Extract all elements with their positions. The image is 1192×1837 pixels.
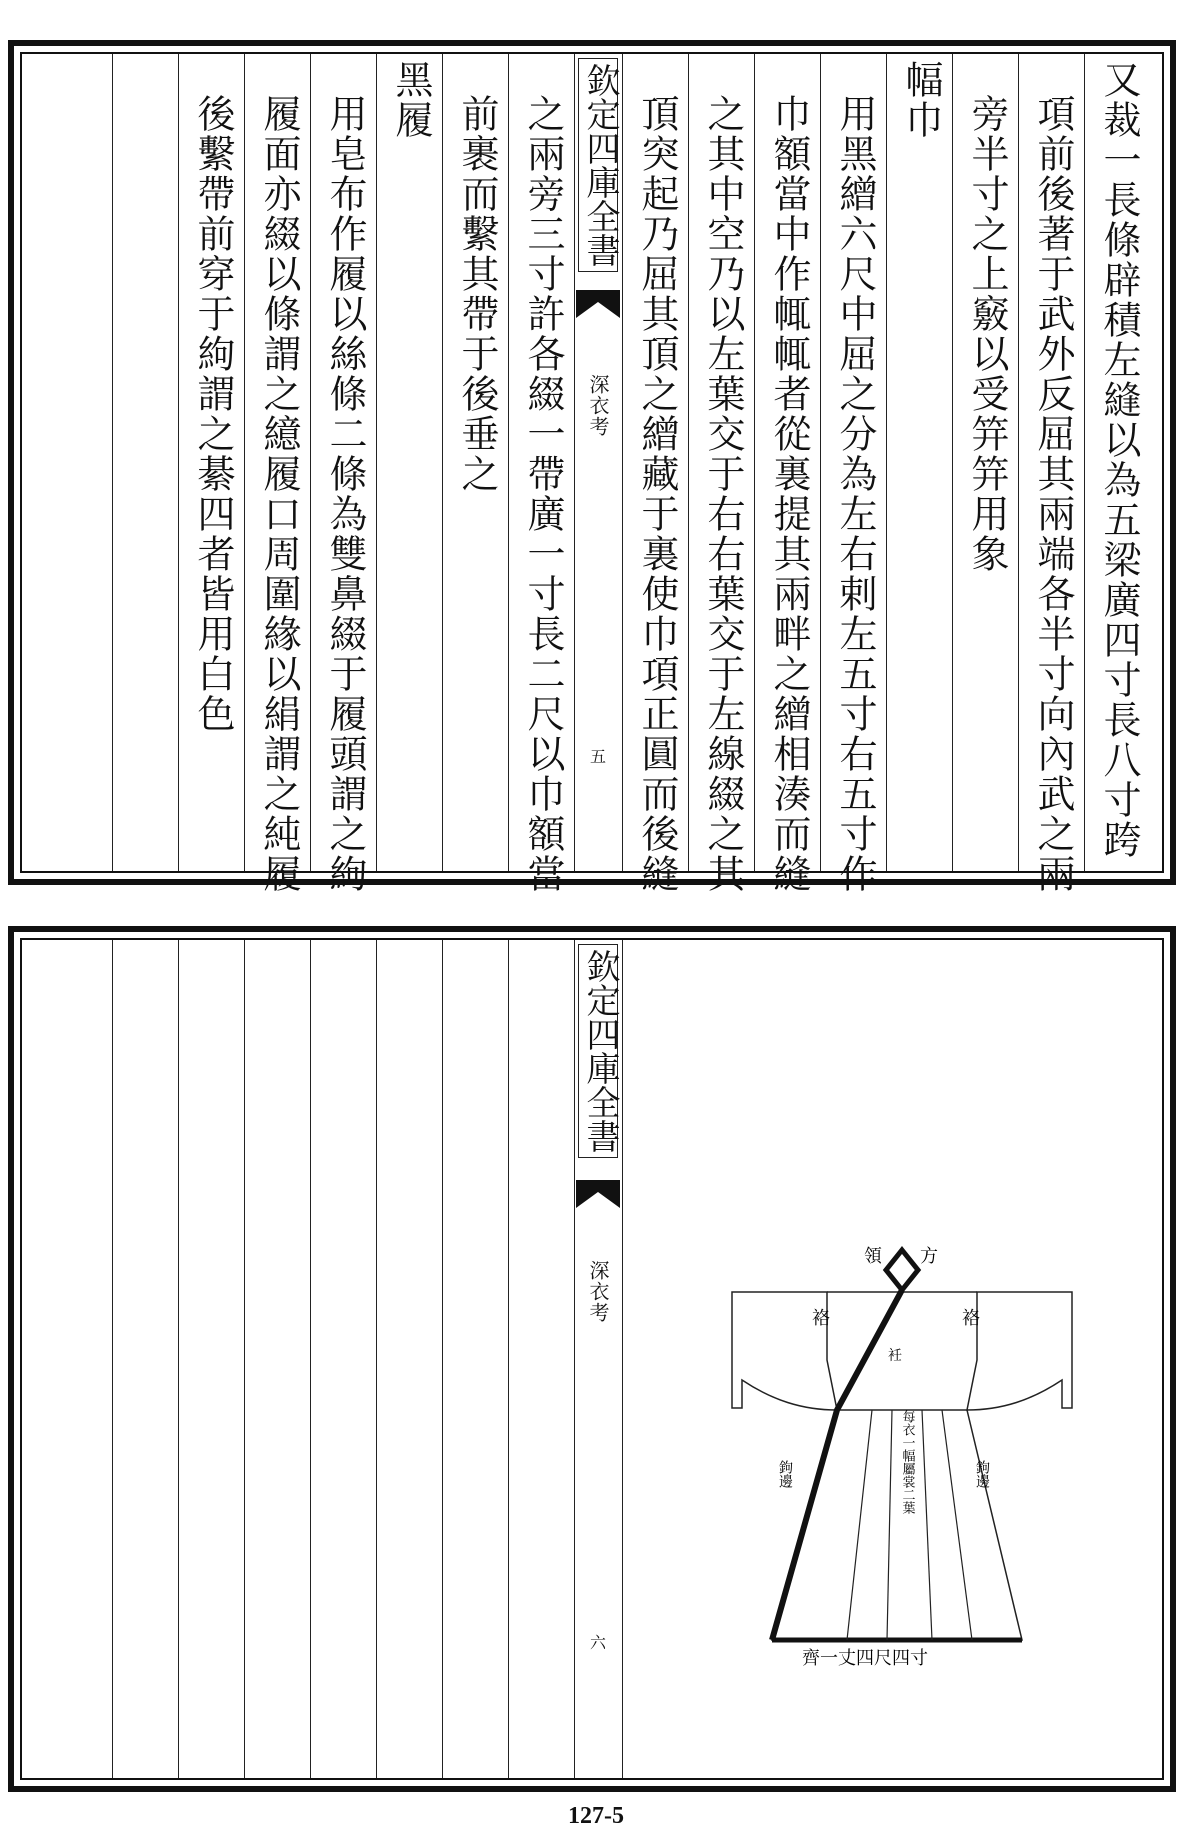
text-column: 後繫帶前穿于絇謂之綦四者皆用白色 [191,94,235,734]
robe-diagram [622,940,1172,1790]
right-sleeve [967,1292,1072,1410]
book-subtitle: 深衣考 [586,1260,610,1323]
label-ling: 領 [864,1246,882,1267]
text-column: 旁半寸之上竅以受笄笄用象 [965,94,1009,574]
book-subtitle: 深衣考 [586,374,610,437]
text-column: 巾額當中作㡇㡇者從裏提其兩畔之繒相湊而縫 [767,94,811,894]
fishtail-mark [574,290,622,320]
center-margin [574,54,622,871]
bottom-page [8,926,1176,1792]
book-title: 欽定四庫全書 [578,58,618,272]
text-column: 之其中空乃以左葉交于右右葉交于左線綴之其 [701,94,745,894]
label-gou-bian-left: 鉤邊 [777,1460,793,1488]
label-center: 每衣一幅屬裳二葉 [899,1410,915,1514]
fishtail-mark [574,1180,622,1210]
page-number: 五 [589,747,606,766]
text-column: 用皂布作履以絲條二條為雙鼻綴于履頭謂之絇 [323,94,367,894]
label-gou-bian-right: 鉤邊 [974,1460,990,1488]
text-column: 幅巾 [899,60,943,140]
label-ge-right: 袼 [962,1308,980,1329]
text-column: 用黑繒六尺中屈之分為左右剌左五寸右五寸作 [833,94,877,894]
text-column: 項前後著于武外反屈其兩端各半寸向內武之兩 [1031,94,1075,894]
text-column: 之兩旁三寸許各綴一帶廣一寸長二尺以巾額當 [521,94,565,894]
footer-page-number: 127-5 [568,1803,624,1829]
book-title: 欽定四庫全書 [578,944,618,1158]
bottom-page-frame [20,938,1164,1780]
label-ge-left: 袼 [812,1308,830,1329]
label-ren: 衽 [888,1348,902,1364]
center-margin [574,940,622,1778]
text-column: 又裁一長條辟積左縫以為五梁廣四寸長八寸跨 [1097,60,1141,860]
label-fang: 方 [920,1246,938,1267]
text-column: 黑履 [389,60,433,140]
top-page [8,40,1176,894]
collar [886,1250,918,1290]
text-column: 前裹而繫其帶于後垂之 [455,94,499,494]
text-column: 頂突起乃屈其頂之繒藏于裏使巾項正圓而後縫 [635,94,679,894]
page-number: 六 [589,1633,606,1652]
skirt [772,1410,1022,1640]
text-column: 履面亦綴以條謂之繶履口周圍緣以絹謂之純履 [257,94,301,894]
top-page-frame [20,52,1164,894]
label-hem: 齊一丈四尺四寸 [802,1648,928,1669]
